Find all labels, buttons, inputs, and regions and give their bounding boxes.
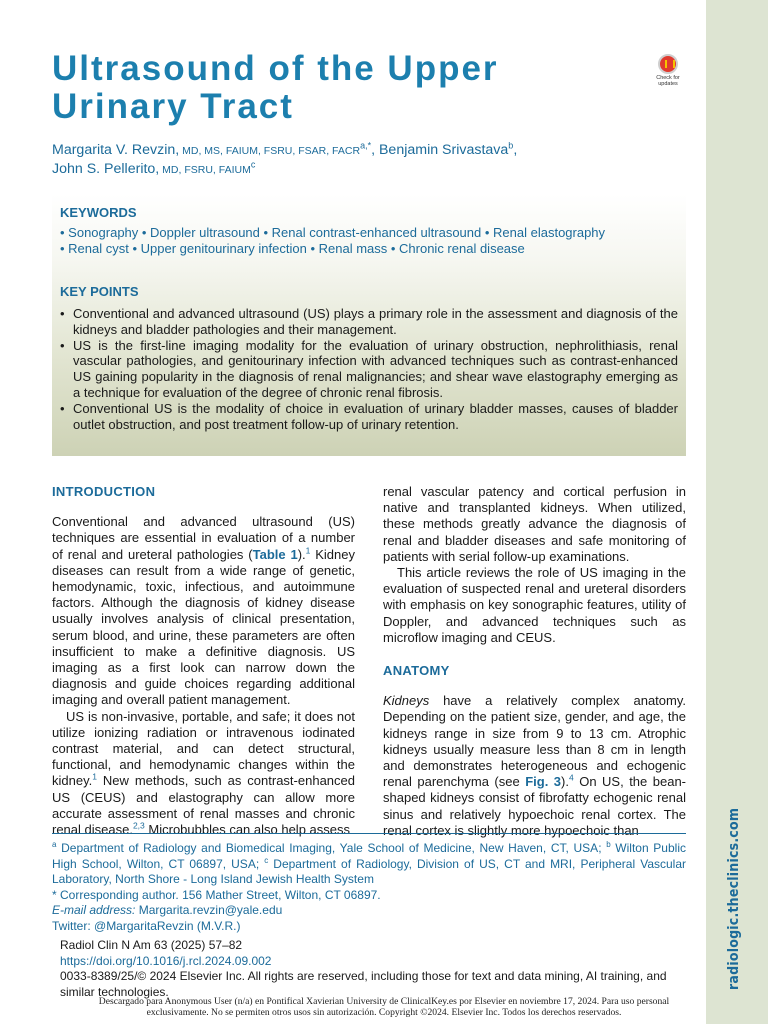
check-for-updates-badge[interactable] bbox=[650, 54, 686, 88]
citation-link[interactable]: 1 bbox=[305, 545, 311, 556]
twitter-handle[interactable]: Twitter: @MargaritaRevzin (M.V.R.) bbox=[52, 918, 241, 933]
article-title: Ultrasound of the Upper Urinary Tract bbox=[52, 49, 499, 126]
key-point-item: • Conventional US is the modality of choice in evaluation of urinary bladder masses, causes of bladder outlet obstruction, and post treatment follow-up of urinary retention. bbox=[60, 401, 678, 433]
footnote-divider bbox=[52, 833, 686, 834]
author-list bbox=[52, 141, 692, 179]
download-disclaimer: Descargado para Anonymous User (n/a) en Pontifical Xavierian University de ClinicalKey.es por Elsevier en noviembre 17, 2024. Para uso personal exclusivamente. No se permiten otros usos sin autorización. Copyright ©2024. Elsevier Inc. Todos los derechos reservados. bbox=[98, 996, 670, 1018]
citation-link[interactable]: 2,3 bbox=[132, 820, 145, 831]
table-1-link[interactable]: Table 1 bbox=[252, 546, 298, 562]
keywords-heading: KEYWORDS bbox=[60, 205, 137, 220]
citation-link[interactable]: 4 bbox=[568, 772, 574, 783]
intro-paragraph: Conventional and advanced ultrasound (US) techniques are essential in evaluation of a number of renal and ureteral pathologies (Table 1).$^1$ Kidney diseases can result from a wide range of genetic, hemodynamic, toxic, infectious, and autoimmune factors. Although the diagnosis of kidney disease usually involves analysis of clinical presentation, serum blood, and urine, these parameters are often insufficient to make a definitive diagnosis. US imaging as a first look can narrow down the diagnosis and guide choices regarding additional imaging and overall patient management. bbox=[52, 514, 355, 708]
author-affiliation-marker: a,* bbox=[360, 140, 372, 151]
author-degrees: MD, MS, FAIUM, FSRU, FSAR, FACR bbox=[179, 145, 361, 157]
copyright-notice: 0033-8389/25/© 2024 Elsevier Inc. All rights are reserved, including those for text and data mining, AI training, and similar technologies. bbox=[60, 969, 667, 999]
author-degrees: MD, FSRU, FAIUM bbox=[159, 164, 251, 176]
author-affiliation-marker: c bbox=[250, 159, 256, 170]
key-points-heading: KEY POINTS bbox=[60, 284, 139, 299]
body-paragraph: This article reviews the role of US imaging in the evaluation of suspected renal and ureteral disorders with emphasis on key sonographic features, utility of Doppler, and advanced techniques such as microflow imaging and CEUS. bbox=[383, 565, 686, 645]
affiliations bbox=[52, 841, 686, 934]
key-point-item: • Conventional and advanced ultrasound (US) plays a primary role in the assessment and diagnosis of the kidneys and bladder pathologies and their management. bbox=[60, 306, 678, 338]
anatomy-heading: ANATOMY bbox=[383, 663, 450, 679]
keywords-list bbox=[60, 225, 680, 256]
email-line: E-mail address: Margarita.revzin@yale.edu bbox=[52, 903, 283, 917]
anatomy-paragraph: Kidneys have a relatively complex anatomy. Depending on the patient size, gender, and age, the kidneys range in size from 9 to 13 cm. Atrophic kidneys usually measure less than 8 cm in length and demonstrates heterogeneous and echogenic renal parenchyma (see Fig. 3).$^4$ On US, the bean-shaped kidneys consist of fibrofatty echogenic renal sinus and relatively hypoechoic renal cortex. The renal cortex is slightly more hypoechoic than bbox=[383, 693, 686, 838]
badge-label: Check for updates bbox=[656, 75, 680, 87]
keywords-keypoints-box bbox=[52, 194, 686, 456]
key-points-list bbox=[60, 306, 678, 432]
right-column bbox=[383, 484, 686, 839]
author-name[interactable]: John S. Pellerito, bbox=[52, 161, 160, 177]
fig-3-link[interactable]: Fig. 3 bbox=[525, 774, 562, 790]
email-link[interactable]: Margarita.revzin@yale.edu bbox=[135, 903, 283, 917]
body-paragraph: renal vascular patency and cortical perfusion in native and transplanted kidneys. When utilized, these methods greatly advance the diagnosis of renal and bladder diseases and safe monitoring of patients with serial follow-up examinations. bbox=[383, 484, 686, 564]
author-name[interactable]: , Benjamin Srivastava bbox=[371, 142, 509, 158]
left-column bbox=[52, 484, 355, 838]
keywords-line: • Sonography • Doppler ultrasound • Renal contrast-enhanced ultrasound • Renal elastography bbox=[60, 225, 606, 240]
keywords-line: • Renal cyst • Upper genitourinary infection • Renal mass • Chronic renal disease bbox=[60, 240, 525, 256]
citation-link[interactable]: 1 bbox=[92, 772, 97, 783]
journal-url[interactable]: radiologic.theclinics.com bbox=[726, 807, 742, 990]
doi-link[interactable]: https://doi.org/10.1016/j.rcl.2024.09.002 bbox=[60, 953, 272, 968]
crossmark-icon bbox=[658, 54, 678, 74]
intro-paragraph: US is non-invasive, portable, and safe; it does not utilize ionizing radiation or intravenous iodinated contrast material, and can detect structural, functional, and hemodynamic changes within the kidney.$^1$ New methods, such as contrast-enhanced US (CEUS) and elastography can allow more accurate assessment of renal masses and chronic renal disease.$^{2,3}$ Microbubbles can also help assess bbox=[52, 708, 355, 838]
journal-sidebar bbox=[706, 0, 768, 1024]
corresponding-author: * Corresponding author. 156 Mather Street, Wilton, CT 06897. bbox=[52, 887, 381, 902]
citation-info bbox=[60, 938, 686, 1000]
key-point-item: • US is the first-line imaging modality for the evaluation of urinary obstruction, nephrolithiasis, renal vascular pathologies, and genitourinary infection with advanced techniques such as contrast-enhanced US gaining popularity in the diagnosis of renal malignancies; and shear wave elastography emerging as a technique for evaluation of the degree of chronic renal fibrosis. bbox=[60, 338, 678, 401]
journal-citation: Radiol Clin N Am 63 (2025) 57–82 bbox=[60, 938, 243, 952]
author-affiliation-marker: b bbox=[508, 140, 514, 151]
affiliation-text: $^a$ Department of Radiology and Biomedical Imaging, Yale School of Medicine, New Haven, CT, USA; $^b$ Wilton Public High School, Wilton, CT 06897, USA; $^c$ Department of Radiology, Division of US, CT and MRI, Peripheral Vascular Laboratory, North Shore - Long Island Jewish Health System bbox=[52, 840, 687, 886]
author-separator: , bbox=[513, 142, 518, 158]
introduction-heading: INTRODUCTION bbox=[52, 484, 156, 499]
author-name[interactable]: Margarita V. Revzin, bbox=[52, 142, 180, 158]
